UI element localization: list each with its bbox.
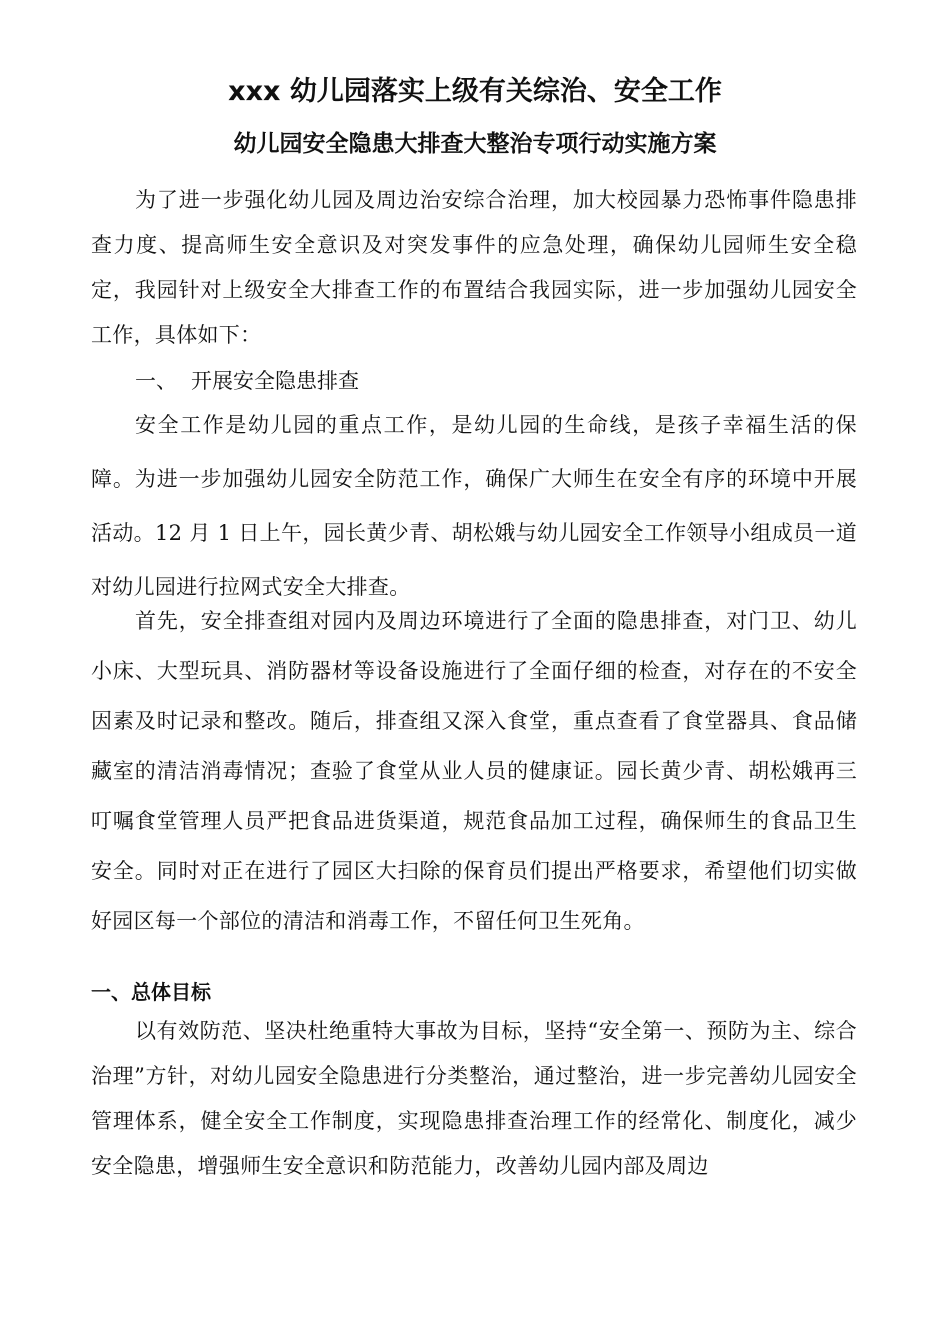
document-title: xxx 幼儿园落实上级有关综治、安全工作 — [228, 76, 722, 107]
section-heading-text: 开展安全隐患排查 — [191, 369, 359, 393]
document-subtitle: 幼儿园安全隐患大排查大整治专项行动实施方案 — [233, 131, 717, 157]
body-paragraph: 以有效防范、坚决杜绝重特大事故为目标，坚持“安全第一、预防为主、综合治理”方针，对幼儿园安全隐患进行分类整治，通过整治，进一步完善幼儿园安全管理体系，健全安全工作制度，实现隐患排查治理工作的经常化、制度化，减少安全隐患，增强师生安全意识和防范能力，改善幼儿园内部及周边 — [91, 1019, 857, 1178]
section-number: 一、 — [135, 369, 177, 393]
body-paragraph: 首先，安全排查组对园内及周边环境进行了全面的隐患排查，对门卫、幼儿小床、大型玩具、消防器材等设备设施进行了全面仔细的检查，对存在的不安全因素及时记录和整改。随后，排查组又深入食堂，重点查看了食堂器具、食品储藏室的清洁消毒情况；查验了食堂从业人员的健康证。园长黄少青、胡松娥再三叮嘱食堂管理人员严把食品进货渠道，规范食品加工过程，确保师生的食品卫生安全。同时对正在进行了园区大扫除的保育员们提出严格要求，希望他们切实做好园区每一个部位的清洁和消毒工作，不留任何卫生死角。 — [91, 609, 857, 933]
section-heading-investigation — [135, 361, 359, 401]
intro-paragraph: 为了进一步强化幼儿园及周边治安综合治理，加大校园暴力恐怖事件隐患排查力度、提高师生安全意识及对突发事件的应急处理，确保幼儿园师生安全稳定，我园针对上级安全大排查工作的布置结合我园实际，进一步加强幼儿园安全工作，具体如下： — [91, 188, 857, 347]
body-paragraph: 安全工作是幼儿园的重点工作，是幼儿园的生命线，是孩子幸福生活的保障。为进一步加强幼儿园安全防范工作，确保广大师生在安全有序的环境中开展活动。12 月 1 日上午，园长黄少青、胡松娥与幼儿园安全工作领导小组成员一道对幼儿园进行拉网式安全大排查。 — [91, 413, 857, 599]
section-heading-overall-goal: 一、总体目标 — [91, 980, 211, 1004]
